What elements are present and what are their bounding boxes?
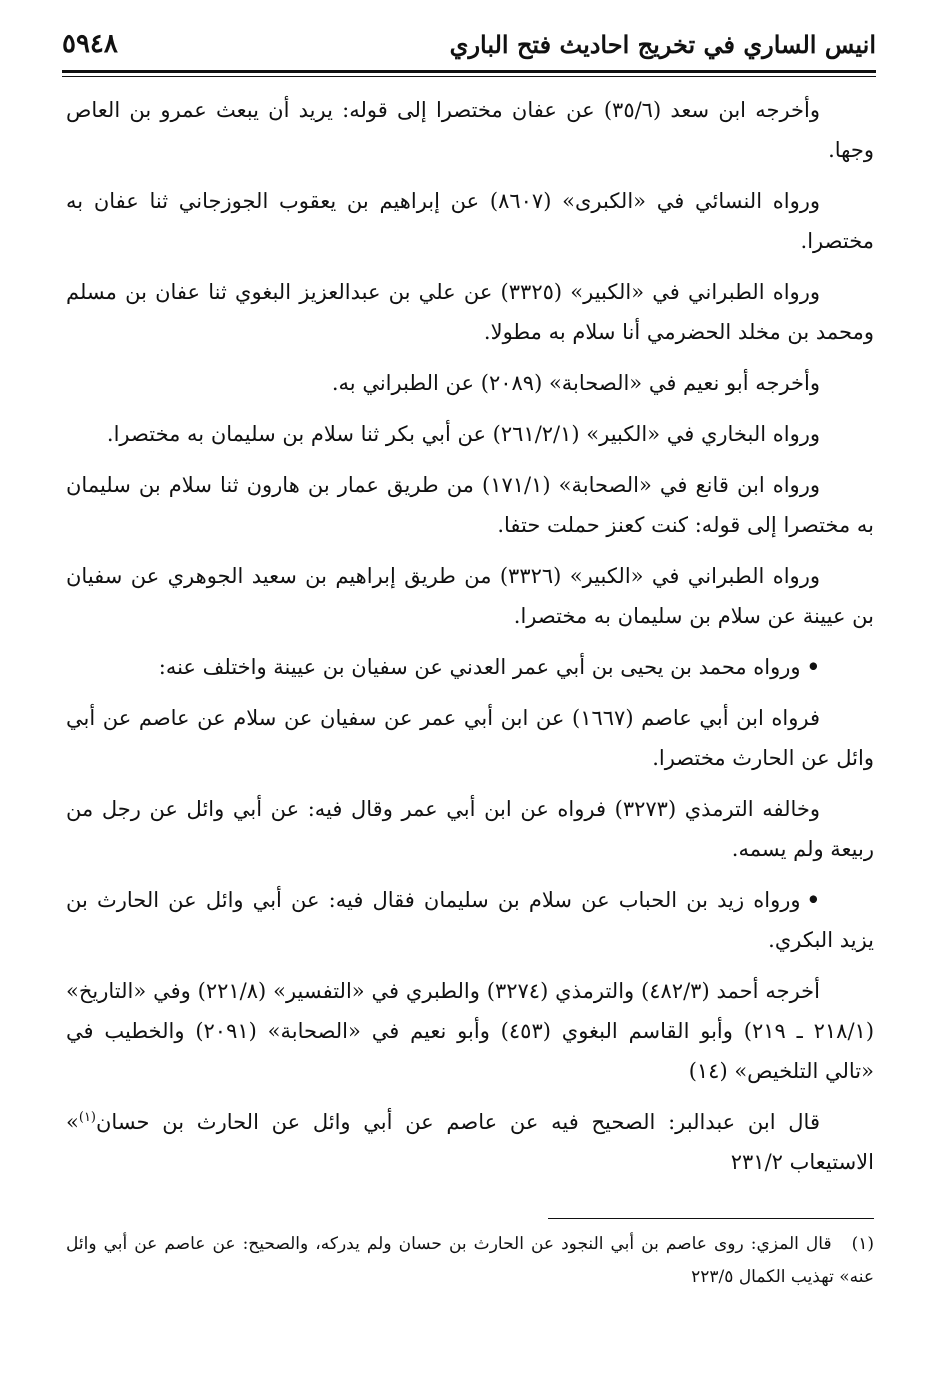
bullet-mark: • <box>806 654 820 679</box>
paragraph-text: ورواه زيد بن الحباب عن سلام بن سليمان فقال فيه: عن أبي وائل عن الحارث بن يزيد البكري. <box>66 888 874 952</box>
footnote-reference: (١) <box>78 1110 96 1125</box>
bullet-paragraph <box>66 880 874 960</box>
footnotes <box>66 1228 874 1294</box>
paragraph-text: ورواه محمد بن يحيى بن أبي عمر العدني عن سفيان بن عيينة واختلف عنه: <box>158 655 801 679</box>
paragraph <box>66 90 874 170</box>
paragraph-text: أخرجه أحمد (٤٨٢/٣) والترمذي (٣٢٧٤) والطبري في «التفسير» (٢٢١/٨) وفي «التاريخ» (٢١٨/١ ـ ٢١٩) وأبو القاسم البغوي (٤٥٣) وأبو نعيم في «الصحابة» (٢٠٩١) والخطيب في «تالي التلخيص» (١٤) <box>66 979 875 1083</box>
paragraph-text: ورواه الطبراني في «الكبير» (٣٣٢٥) عن علي بن عبدالعزيز البغوي ثنا عفان بن مسلم ومحمد بن مخلد الحضرمي أنا سلام به مطولا. <box>66 280 874 344</box>
footnote-marker: (١) <box>851 1234 874 1254</box>
main-text <box>66 90 874 1193</box>
paragraph <box>66 414 874 454</box>
paragraph <box>66 789 874 869</box>
paragraph <box>66 272 874 352</box>
paragraph-text: ورواه النسائي في «الكبرى» (٨٦٠٧) عن إبراهيم بن يعقوب الجوزجاني ثنا عفان به مختصرا. <box>66 189 874 253</box>
footnote-rule <box>548 1218 874 1219</box>
paragraph <box>66 971 874 1091</box>
bullet-paragraph <box>66 647 874 687</box>
paragraph <box>66 465 874 545</box>
page-number: ٥٩٤٨ <box>62 29 118 59</box>
header-rule-thin <box>62 76 876 77</box>
paragraph-text: وخالفه الترمذي (٣٢٧٣) فرواه عن ابن أبي عمر وقال فيه: عن أبي وائل عن رجل من ربيعة ولم يسمه. <box>66 797 874 861</box>
paragraph <box>66 556 874 636</box>
paragraph-text: ورواه الطبراني في «الكبير» (٣٣٢٦) من طريق إبراهيم بن سعيد الجوهري عن سفيان بن عيينة عن سلام بن سليمان به مختصرا. <box>66 564 874 628</box>
footnote <box>66 1228 874 1294</box>
paragraph-text: ورواه البخاري في «الكبير» (٢٦١/٢/١) عن أبي بكر ثنا سلام بن سليمان به مختصرا. <box>106 422 820 446</box>
page-header <box>62 24 876 64</box>
paragraph-text: فرواه ابن أبي عاصم (١٦٦٧) عن ابن أبي عمر عن سفيان عن سلام عن عاصم عن أبي وائل عن الحارث مختصرا. <box>66 706 874 770</box>
footnote-text: قال المزي: روى عاصم بن أبي النجود عن الحارث بن حسان ولم يدركه، والصحيح: عن عاصم عن أبي وائل عنه» تهذيب الكمال ٢٢٣/٥ <box>66 1234 874 1287</box>
paragraph-text: ورواه ابن قانع في «الصحابة» (١٧١/١) من طريق عمار بن هارون ثنا سلام بن سليمان به مختصرا إلى قوله: كنت كعنز حملت حتفا. <box>66 473 874 537</box>
paragraph <box>66 181 874 261</box>
paragraph-text: وأخرجه ابن سعد (٣٥/٦) عن عفان مختصرا إلى قوله: يريد أن يبعث عمرو بن العاص وجها. <box>66 98 874 162</box>
header-rule <box>62 70 876 73</box>
paragraph <box>66 363 874 403</box>
paragraph-with-footnote <box>66 1102 874 1182</box>
paragraph-text-tail: » الاستيعاب ٢٣١/٢ <box>66 1110 874 1174</box>
paragraph-text: قال ابن عبدالبر: الصحيح فيه عن عاصم عن أبي وائل عن الحارث بن حسان <box>96 1110 820 1134</box>
paragraph <box>66 698 874 778</box>
paragraph-text: وأخرجه أبو نعيم في «الصحابة» (٢٠٨٩) عن الطبراني به. <box>331 371 820 395</box>
running-title: انيس الساري في تخريج احاديث فتح الباري <box>449 29 876 59</box>
bullet-mark: • <box>806 887 820 912</box>
